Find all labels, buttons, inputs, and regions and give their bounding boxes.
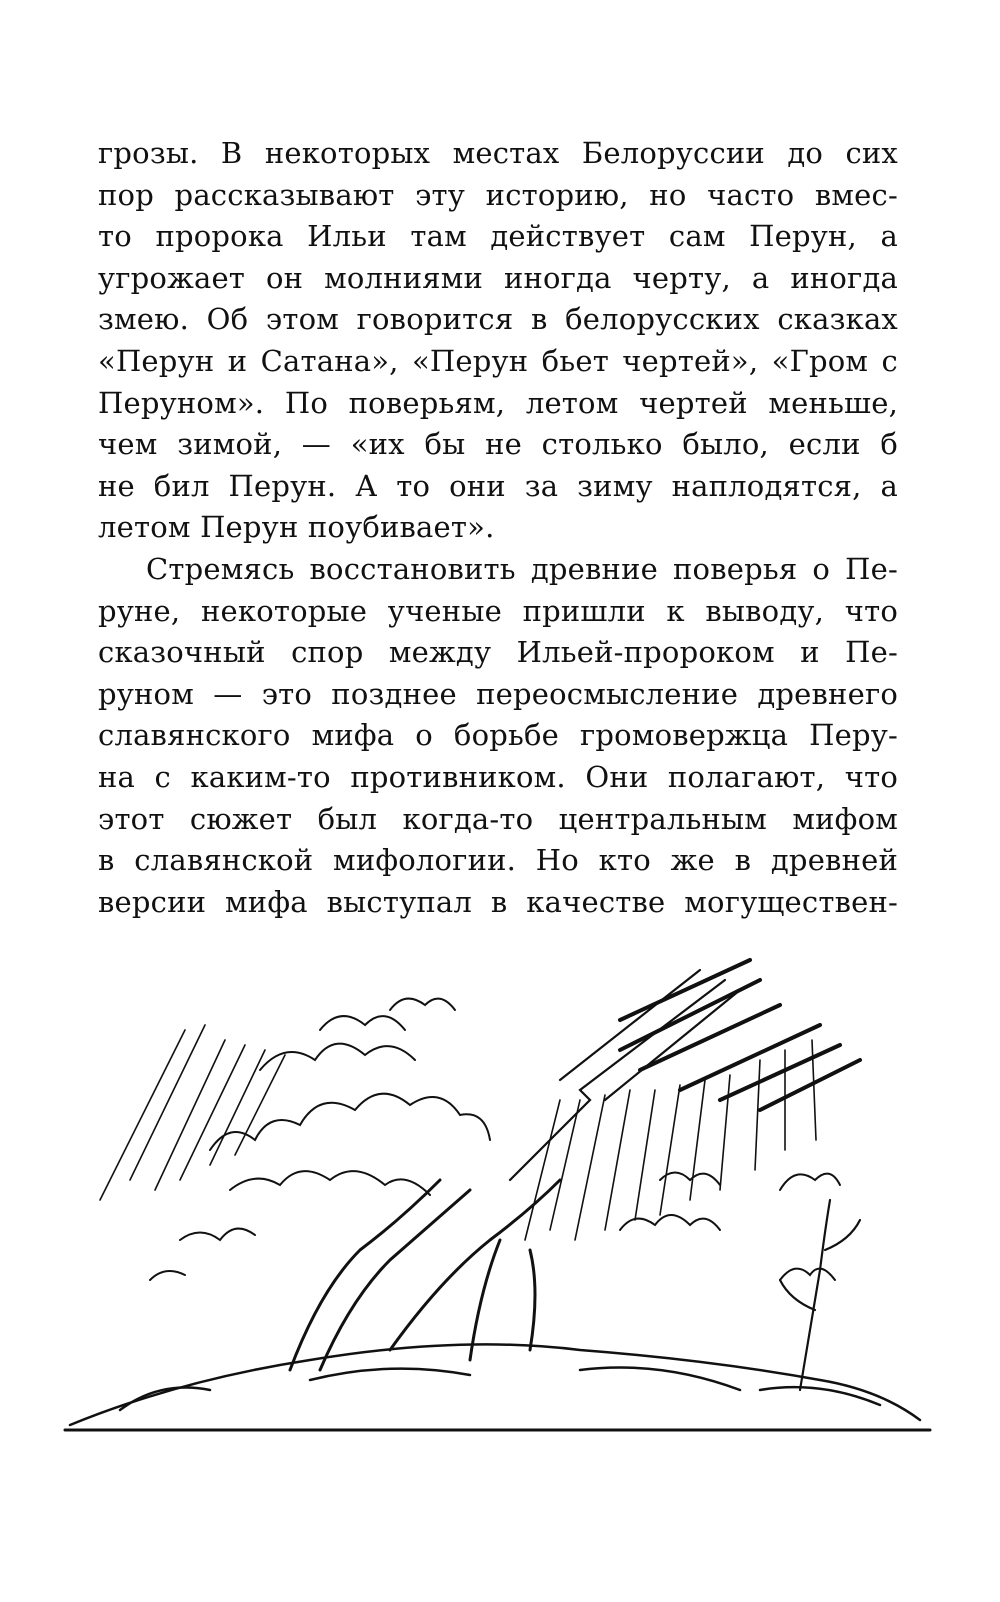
text-line: Стремясь восстановить древние поверья о Пе-: [146, 551, 898, 586]
text-line: этот сюжет был когда-то центральным мифом: [98, 801, 898, 836]
text-line: грозы. В некоторых местах Белоруссии до сих: [98, 136, 898, 170]
text-line: «Перун и Сатана», «Перун бьет чертей», «Гром с: [98, 343, 898, 378]
text-line: руне, некоторые ученые пришли к выводу, что: [98, 593, 898, 628]
text-line: летом Перун поубивает».: [98, 510, 495, 545]
text-line: не бил Перун. А то они за зиму наплодятся, а: [98, 468, 898, 503]
paragraph-1: [98, 133, 898, 549]
paragraph-2: [98, 549, 898, 923]
text-line: славянского мифа о борьбе громовержца Перу-: [98, 718, 898, 753]
text-line: то пророка Ильи там действует сам Перун, а: [98, 219, 898, 254]
lightning-bolt: [510, 970, 740, 1180]
text-line: на с каким-то противником. Они полагают, что: [98, 759, 898, 794]
body-text: [98, 133, 898, 923]
rain-lines: [100, 1025, 816, 1240]
text-line: чем зимой, — «их бы не столько было, если б: [98, 427, 898, 462]
text-line: руном — это позднее переосмысление древнего: [98, 676, 898, 711]
small-tree: [780, 1200, 860, 1390]
tree-trunk: [290, 1180, 560, 1370]
text-line: змею. Об этом говорится в белорусских сказках: [98, 302, 898, 337]
text-line: Перуном». По поверьям, летом чертей меньше,: [98, 385, 898, 420]
storm-tree-illustration: [60, 950, 940, 1470]
text-line: версии мифа выступал в качестве могуществен-: [98, 884, 898, 919]
storm-cloud: [620, 960, 860, 1110]
text-line: угрожает он молниями иногда черту, а иногда: [98, 260, 898, 295]
text-line: в славянской мифологии. Но кто же в древней: [98, 843, 898, 878]
text-line: пор рассказывают эту историю, но часто вмес-: [98, 177, 898, 212]
text-line: сказочный спор между Ильей-пророком и Пе-: [98, 635, 898, 670]
